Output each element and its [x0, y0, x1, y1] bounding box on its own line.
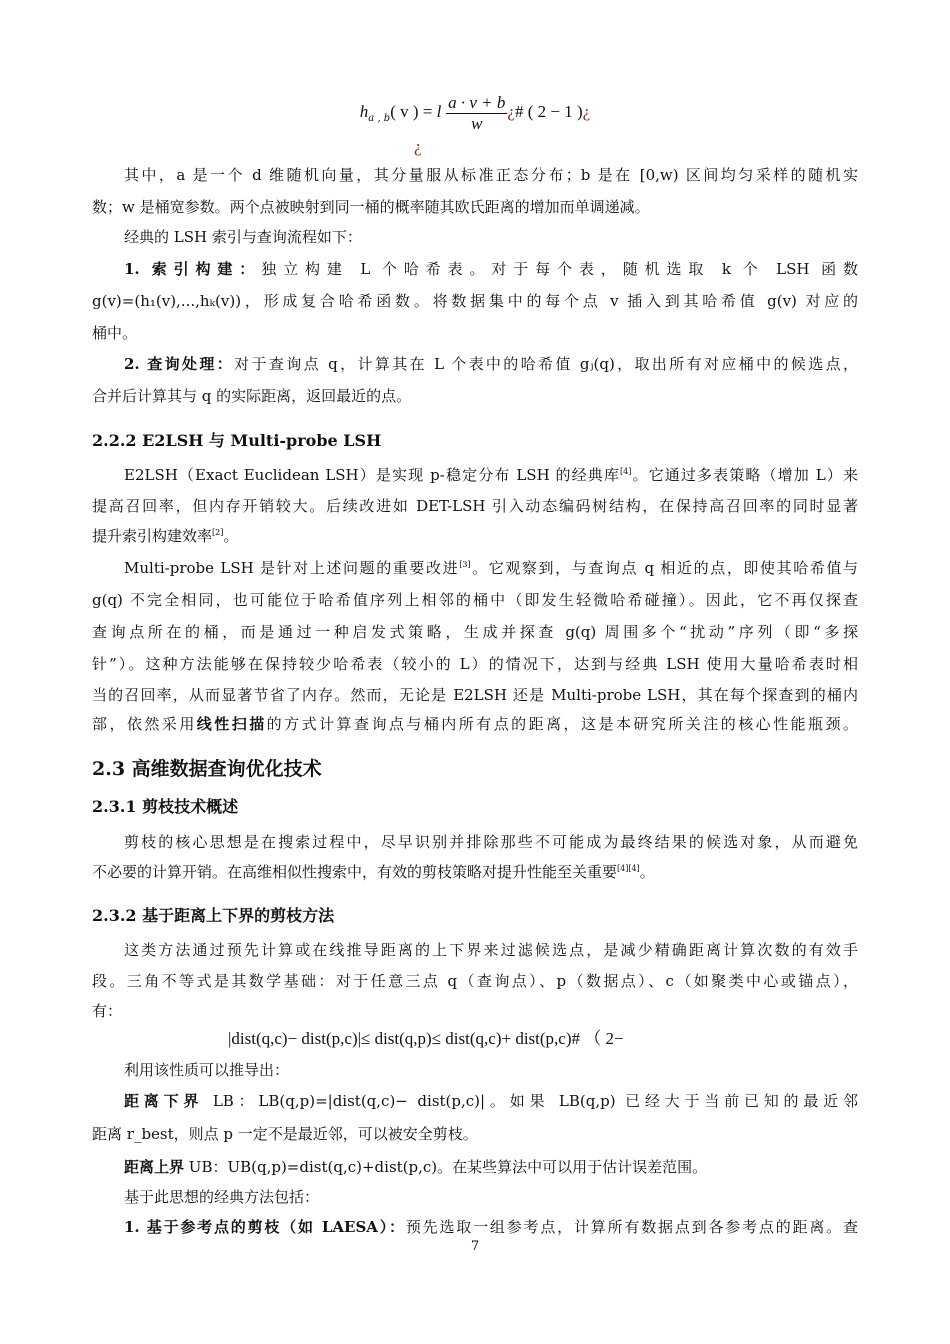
list-item: 1. 索引构建：独立构建 L 个哈希表。对于每个表，随机选取 k 个 LSH 函数	[124, 260, 858, 278]
paragraph-line: 提升索引构建效率[2]。	[92, 527, 239, 545]
paragraph-line: 经典的 LSH 索引与查询流程如下：	[124, 228, 362, 246]
citation: [2]	[212, 528, 224, 537]
paragraph-line: 提高召回率，但内存开销较大。后续改进如 DET-LSH 引入动态编码树结构，在保持高召回率的同时显著	[92, 497, 858, 515]
citation: [4]	[620, 467, 632, 476]
paragraph-line: 查询点所在的桶，而是通过一种启发式策略，生成并探查 g(q) 周围多个“扰动”序列（即“多探	[92, 623, 858, 641]
citation: [3]	[459, 560, 471, 569]
paragraph-line: 基于此思想的经典方法包括：	[124, 1188, 320, 1206]
paragraph-line: 不必要的计算开销。在高维相似性搜索中，有效的剪枝策略对提升性能至关重要[4][4]。	[92, 863, 655, 881]
equation-2-2: |dist(q,c)− dist(p,c)|≤ dist(q,p)≤ dist(q,c)+ dist(p,c)# （ 2−	[228, 1029, 624, 1048]
section-heading: 2.3.1 剪枝技术概述	[92, 797, 239, 816]
paragraph-line: 剪枝的核心思想是在搜索过程中，尽早识别并排除那些不可能成为最终结果的候选对象，从而避免	[124, 833, 858, 851]
paragraph-line: 段。三角不等式是其数学基础：对于任意三点 q（查询点）、p（数据点）、c（如聚类中心或锚点），	[92, 972, 858, 990]
section-heading: 2.2.2 E2LSH 与 Multi-probe LSH	[92, 431, 382, 450]
paragraph-line: 距离下界 LB：LB(q,p)=|dist(q,c)− dist(p,c)|。如果 LB(q,p) 已经大于当前已知的最近邻	[124, 1092, 858, 1110]
paragraph-line: 利用该性质可以推导出：	[124, 1061, 290, 1079]
citation: [4][4]	[617, 864, 640, 873]
paragraph-line: 数；w 是桶宽参数。两个点被映射到同一桶的概率随其欧氏距离的增加而单调递减。	[92, 198, 650, 216]
fraction: $\frac{a \cdot v + b}{w}$	[448, 92, 506, 133]
list-item: 2. 查询处理：对于查询点 q，计算其在 L 个表中的哈希值 gⱼ(q)，取出所有对应桶中的候选点，	[124, 355, 859, 373]
paragraph-line: g(q) 不完全相同，也可能位于哈希值序列上相邻的桶中（即发生轻微哈希碰撞）。因此，它不再仅探查	[92, 591, 858, 609]
equation-artifact: ¿	[414, 137, 422, 156]
paragraph-line: Multi-probe LSH 是针对上述问题的重要改进[3]。它观察到，与查询点 q 相近的点，即使其哈希值与	[124, 559, 858, 577]
paragraph-line: 合并后计算其与 q 的实际距离，返回最近的点。	[92, 387, 412, 405]
paragraph-line: 桶中。	[92, 324, 138, 342]
section-heading: 2.3.2 基于距离上下界的剪枝方法	[92, 906, 335, 925]
paragraph-line: 距离 r_best，则点 p 一定不是最近邻，可以被安全剪枝。	[92, 1125, 478, 1143]
page-number: 7	[470, 1239, 480, 1254]
paragraph-line: 这类方法通过预先计算或在线推导距离的上下界来过滤候选点，是减少精确距离计算次数的有效手	[124, 941, 858, 959]
paragraph-line: 部，依然采用线性扫描的方式计算查询点与桶内所有点的距离，这是本研究所关注的核心性能瓶颈。	[92, 715, 858, 733]
list-item: 1. 基于参考点的剪枝（如 LAESA）：预先选取一组参考点，计算所有数据点到各参考点的距离。查	[124, 1218, 858, 1236]
paragraph-line: 有：	[92, 1002, 123, 1020]
paragraph-line: 距离上界 UB：UB(q,p)=dist(q,c)+dist(p,c)。在某些算法中可以用于估计误差范围。	[124, 1158, 708, 1176]
paragraph-line: 针”）。这种方法能够在保持较少哈希表（较小的 L）的情况下，达到与经典 LSH 使用大量哈希表时相	[92, 655, 858, 673]
paragraph-line: g(v)=(h₁(v),...,hₖ(v))，形成复合哈希函数。将数据集中的每个点 v 插入到其哈希值 g(v) 对应的	[92, 292, 858, 310]
paragraph-line: E2LSH（Exact Euclidean LSH）是实现 p-稳定分布 LSH 的经典库[4]。它通过多表策略（增加 L）来	[124, 466, 858, 484]
equation-2-1: $h_{a , b}$( v ) = l $\frac{a \cdot v + b}{w}$ ¿# ( 2 − 1 )¿	[359, 92, 591, 133]
paragraph-line: 其中，a 是一个 d 维随机向量，其分量服从标准正态分布；b 是在 [0,w) 区间均匀采样的随机实	[124, 166, 858, 184]
paragraph-line: 当的召回率，从而显著节省了内存。然而，无论是 E2LSH 还是 Multi-probe LSH，其在每个探查到的桶内	[92, 686, 858, 704]
section-heading: 2.3 高维数据查询优化技术	[92, 758, 322, 780]
